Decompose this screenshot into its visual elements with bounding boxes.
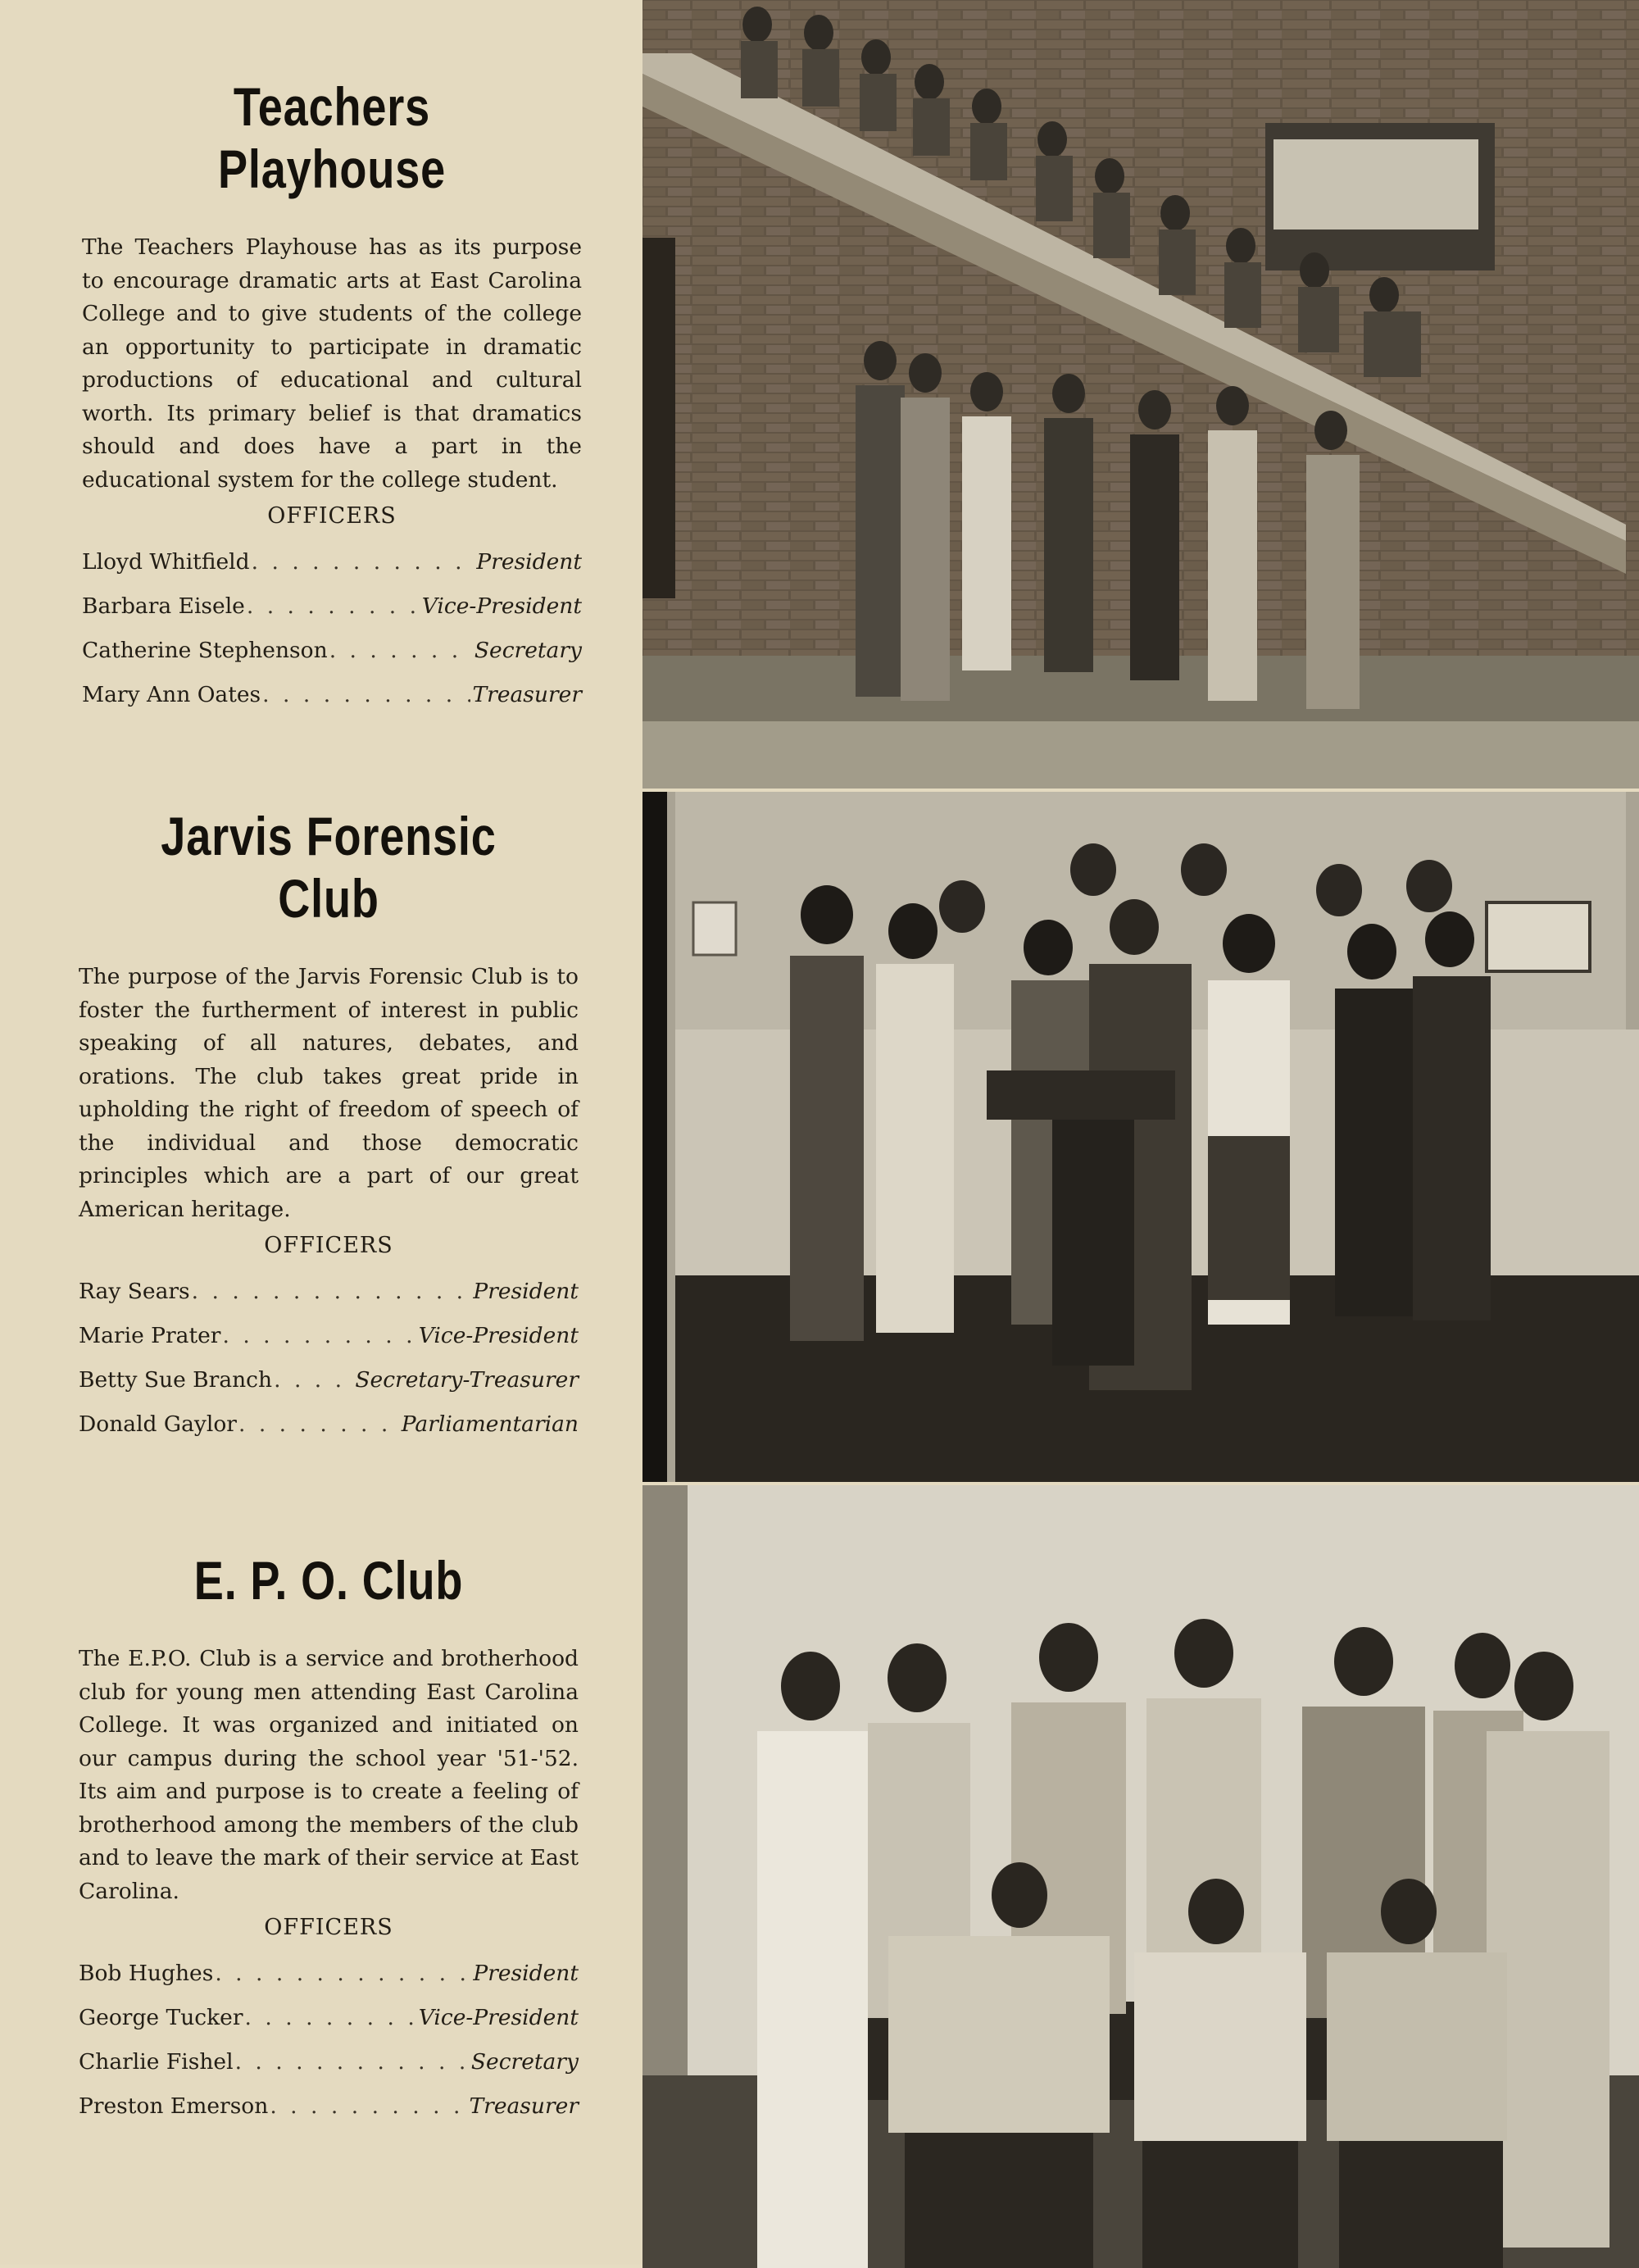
officer-role: President bbox=[473, 1961, 579, 1986]
dot-leader bbox=[247, 584, 420, 629]
officer-role: Parliamentarian bbox=[401, 1411, 579, 1437]
officer-name: Betty Sue Branch bbox=[79, 1367, 273, 1393]
officer-row bbox=[79, 1402, 579, 1447]
section-jarvis-forensic-club bbox=[79, 805, 579, 1447]
officers-heading: OFFICERS bbox=[264, 1915, 393, 1940]
officer-list bbox=[82, 540, 582, 717]
group-photo-men bbox=[642, 1485, 1639, 2268]
officer-name: Charlie Fishel bbox=[79, 2049, 234, 2075]
text-column bbox=[0, 0, 642, 2265]
officer-name: Mary Ann Oates bbox=[82, 682, 261, 707]
officer-row bbox=[82, 629, 582, 673]
officer-list bbox=[79, 1270, 579, 1447]
officer-row bbox=[79, 1952, 579, 1996]
officer-role: President bbox=[473, 1279, 579, 1304]
officer-name: Barbara Eisele bbox=[82, 593, 245, 619]
officer-row bbox=[79, 1996, 579, 2040]
epo-club-photo bbox=[642, 1482, 1639, 2268]
officer-role: Vice-President bbox=[421, 593, 582, 619]
officer-name: Lloyd Whitfield bbox=[82, 549, 250, 575]
officer-role: Secretary bbox=[474, 638, 582, 663]
officer-role: Vice-President bbox=[418, 2005, 579, 2030]
officer-name: Catherine Stephenson bbox=[82, 638, 328, 663]
dot-leader bbox=[222, 1314, 416, 1358]
group-photo-staircase bbox=[642, 0, 1639, 789]
officer-row bbox=[79, 2084, 579, 2129]
officer-role: President bbox=[476, 549, 582, 575]
officer-list bbox=[79, 1952, 579, 2129]
dot-leader bbox=[245, 1996, 417, 2040]
officer-row bbox=[82, 673, 582, 717]
dot-leader bbox=[235, 2040, 470, 2084]
officers-heading: OFFICERS bbox=[264, 1233, 393, 1258]
section-teachers-playhouse bbox=[82, 75, 582, 717]
group-photo-podium bbox=[642, 792, 1639, 1485]
dot-leader bbox=[270, 2084, 467, 2129]
officer-name: Ray Sears bbox=[79, 1279, 190, 1304]
officer-row bbox=[79, 1358, 579, 1402]
club-title: Teachers Playhouse bbox=[217, 76, 447, 199]
officer-role: Vice-President bbox=[418, 1323, 579, 1348]
officer-name: Marie Prater bbox=[79, 1323, 221, 1348]
officer-name: George Tucker bbox=[79, 2005, 243, 2030]
dot-leader bbox=[252, 540, 475, 584]
dot-leader bbox=[215, 1952, 471, 1996]
officer-name: Donald Gaylor bbox=[79, 1411, 237, 1437]
officer-row bbox=[79, 1270, 579, 1314]
club-purpose: The Teachers Playhouse has as its purpose to encourage dramatic arts at East Carolina College and to give students of the college an opportunity to participate in dramatic productions of educational and cultural worth. Its primary belief is that dramatics should and does have a part in the educational system for the college student. bbox=[82, 234, 582, 493]
officer-role: Treasurer bbox=[469, 2093, 579, 2119]
officer-row bbox=[79, 1314, 579, 1358]
officer-row bbox=[82, 540, 582, 584]
officer-name: Preston Emerson bbox=[79, 2093, 269, 2119]
officer-name: Bob Hughes bbox=[79, 1961, 214, 1986]
dot-leader bbox=[262, 673, 470, 717]
jarvis-forensic-club-photo bbox=[642, 789, 1639, 1485]
section-epo-club bbox=[79, 1549, 579, 2129]
club-purpose: The purpose of the Jarvis Forensic Club is to foster the furtherment of interest in public speaking of all natures, debates, and orations. The club takes great pride in upholding the right of freedom of speech of the individual and those democratic principles which are a part of our great American heritage. bbox=[79, 964, 579, 1222]
club-title: E. P. O. Club bbox=[193, 1550, 464, 1611]
officer-row bbox=[79, 2040, 579, 2084]
club-title: Jarvis Forensic Club bbox=[161, 806, 497, 929]
dot-leader bbox=[192, 1270, 472, 1314]
dot-leader bbox=[274, 1358, 353, 1402]
officers-heading: OFFICERS bbox=[267, 503, 397, 529]
officer-role: Secretary bbox=[470, 2049, 579, 2075]
teachers-playhouse-photo bbox=[642, 0, 1639, 789]
officer-role: Secretary-Treasurer bbox=[355, 1367, 579, 1393]
club-purpose: The E.P.O. Club is a service and brotherhood club for young men attending East Carolina College. It was organized and initiated on our campus during the school year '51-'52. Its aim and purpose is to create a feeling of brotherhood among the members of the club and to leave the mark of their service at East Carolina. bbox=[79, 1646, 579, 1904]
dot-leader bbox=[329, 629, 473, 673]
dot-leader bbox=[238, 1402, 400, 1447]
officer-row bbox=[82, 584, 582, 629]
officer-role: Treasurer bbox=[472, 682, 582, 707]
